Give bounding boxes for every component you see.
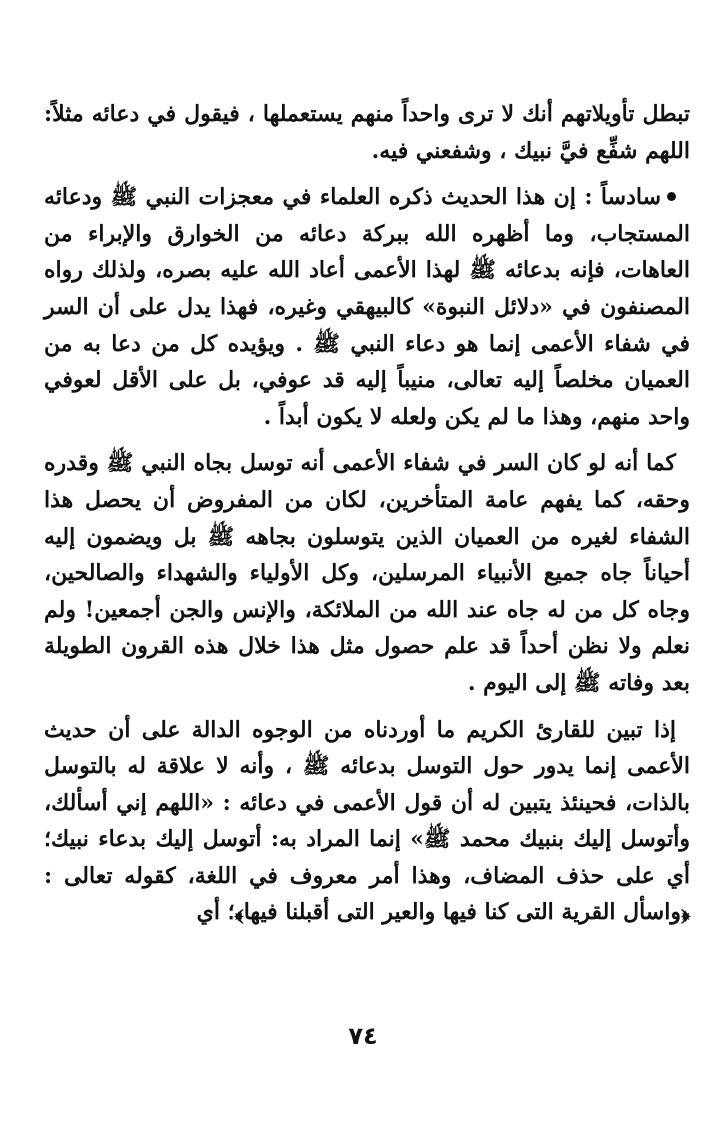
paragraph-4-text: إذا تبين للقارئ الكريم ما أوردناه من الوجوه الدالة على أن حديث الأعمى إنما يدور حول التوسل بدعائه ﷺ ، وأنه لا علاقة له بالتوسل بالذات، فحينئذ يتبين له أن قول الأعمى في دعائه : «اللهم إني أسألك، وأتوسل إليك بنبيك محمد ﷺ» إنما المراد به: أتوسل إليك بدعاء نبيك؛ أي على حذف المضاف، وهذا أمر معروف في اللغة، كقوله تعالى : ﴿واسأل القرية التى كنا فيها والعير التى أقبلنا فيها﴾؛ أي [44,716,690,926]
page-body [44,96,690,1062]
bullet-icon [667,192,676,201]
paragraph-3-text: كما أنه لو كان السر في شفاء الأعمى أنه توسل بجاه النبي ﷺ وقدره وحقه، كما يفهم عامة المتأخرين، لكان من المفروض أن يحصل هذا الشفاء لغيره من العميان الذين يتوسلون بجاهه ﷺ بل ويضمون إليه أحياناً جاه جميع الأنبياء المرسلين، وكل الأولياء والشهداء والصالحين، وجاه كل من له جاه عند الله من الملائكة، والإنس والجن أجمعين! ولم نعلم ولا نظن أحداً قد علم حصول مثل هذا خلال هذه القرون الطويلة بعد وفاته ﷺ إلى اليوم . [44,450,690,696]
paragraph-1-text: تبطل تأويلاتهم أنك لا ترى واحداً منهم يستعملها ، فيقول في دعائه مثلاً: اللهم شفِّع فيَّ نبيك ، وشفعني فيه. [44,101,690,164]
paragraph-2 [44,179,690,435]
paragraph-1 [44,96,690,169]
page-number: ٧٤ [348,1022,378,1050]
paragraph-2-text: سادساً : إن هذا الحديث ذكره العلماء في معجزات النبي ﷺ ودعائه المستجاب، وما أظهره الله ببركة دعائه من الخوارق والإبراء من العاهات، فإنه بدعائه ﷺ لهذا الأعمى أعاد الله عليه بصره، ولذلك رواه المصنفون في «دلائل النبوة» كالبيهقي وغيره، فهذا يدل على أن السر في شفاء الأعمى إنما هو دعاء النبي ﷺ . ويؤيده كل من دعا به من العميان مخلصاً إليه تعالى، منيباً إليه قد عوفي، بل على الأقل لعوفي واحد منهم، وهذا ما لم يكن ولعله لا يكون أبداً . [44,184,690,430]
paragraph-3 [44,445,690,701]
paragraph-4 [44,712,690,932]
